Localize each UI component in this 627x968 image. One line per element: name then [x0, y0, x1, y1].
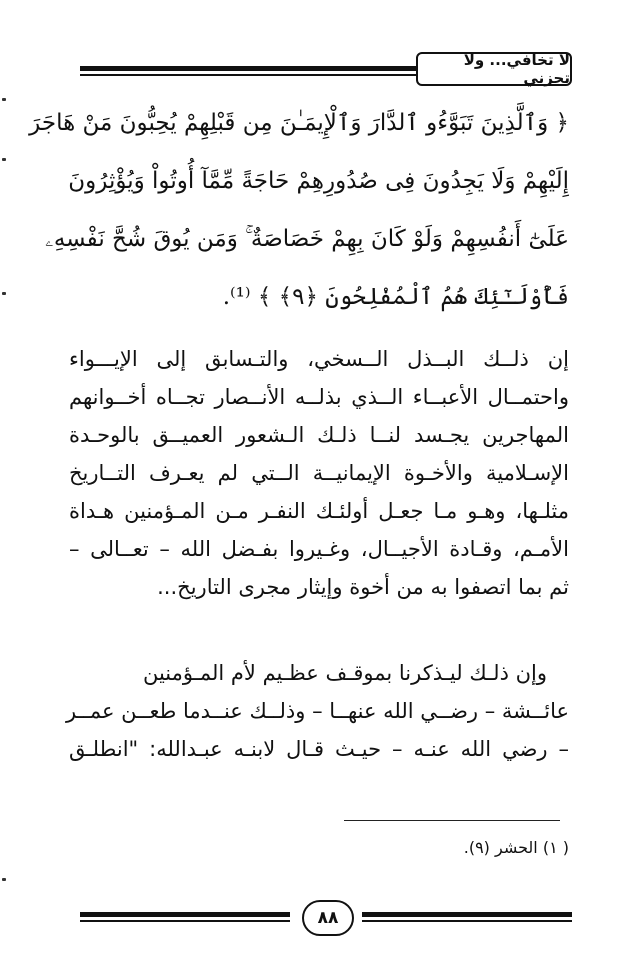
page-edge-mark	[2, 878, 6, 881]
text-line: الإسـلامية والأخـوة الإيمانيــة الــتي لم يعـرف التــاريخ	[69, 461, 569, 485]
running-title: لا تخافي... ولا تحزني	[416, 52, 572, 86]
header-rule-thin	[80, 74, 422, 76]
text-line: إن ذلــك البــذل الــسخي، والتـسابق إلى الإيـــواء	[69, 347, 569, 371]
text-line: المهاجرين يجـسد لنــا ذلـك الـشعور العميــق بالوحـدة	[69, 423, 569, 447]
footer-rule-thin	[362, 920, 572, 922]
quran-verse	[29, 94, 569, 326]
footnote: ( ١) الحشر (٩).	[463, 838, 569, 857]
page-edge-mark	[2, 98, 6, 101]
text-line: وإن ذلـك ليـذكرنا بموقـف عظـيم لأم المـؤمنين	[142, 661, 547, 685]
paragraph-2	[65, 654, 569, 768]
footer-rule	[362, 912, 572, 917]
footnote-divider	[344, 820, 560, 821]
footer-rule-thin	[80, 920, 290, 922]
text-line: ثم بما اتصفوا به من أخوة وإيثار مجرى التاريخ...	[157, 575, 569, 599]
text-line: الأمـم، وقـادة الأجيــال، وغـيروا بفـضل الله – تعــالى –	[69, 537, 569, 561]
page-header	[80, 52, 572, 88]
page-number: ٨٨	[302, 900, 354, 936]
page-footer	[80, 898, 572, 938]
text-line: عائــشة – رضــي الله عنهــا – وذلــك عنــدما طعــن عمــر	[65, 699, 569, 723]
page-edge-mark	[2, 158, 6, 161]
verse-line: ﴿ وَٱلَّذِينَ تَبَوَّءُو ٱلدَّارَ وَٱلْإِيمَـٰنَ مِن قَبْلِهِمْ يُحِبُّونَ مَنْ هَاجَرَ	[29, 110, 569, 136]
verse-line: عَلَىٰٓ أَنفُسِهِمْ وَلَوْ كَانَ بِهِمْ خَصَاصَةٌ ۚ وَمَن يُوقَ شُحَّ نَفْسِهِۦ	[45, 226, 569, 252]
text-line: واحتمــال الأعبــاء الــذي بذلــه الأنــصار تجــاه أخــوانهم	[69, 385, 569, 409]
paragraph-1	[69, 340, 569, 606]
text-line: مثلـها، وهـو مـا جعـل أولئـك النفـر مـن المـؤمنين هـداة	[69, 499, 569, 523]
text-line: – رضي الله عنـه – حيـث قـال لابنـه عبـدالله: "انطلـق	[69, 737, 569, 761]
verse-line: إِلَيْهِمْ وَلَا يَجِدُونَ فِى صُدُورِهِمْ حَاجَةً مِّمَّآ أُوتُواْ وَيُؤْثِرُونَ	[68, 168, 569, 194]
footer-rule	[80, 912, 290, 917]
page-edge-mark	[2, 292, 6, 295]
verse-line: فَأُوْلَـٰٓئِكَ هُمُ ٱلْمُفْلِحُونَ ﴿٩﴾ ﴾ ⁽¹⁾.	[222, 284, 569, 310]
header-rule	[80, 66, 422, 71]
